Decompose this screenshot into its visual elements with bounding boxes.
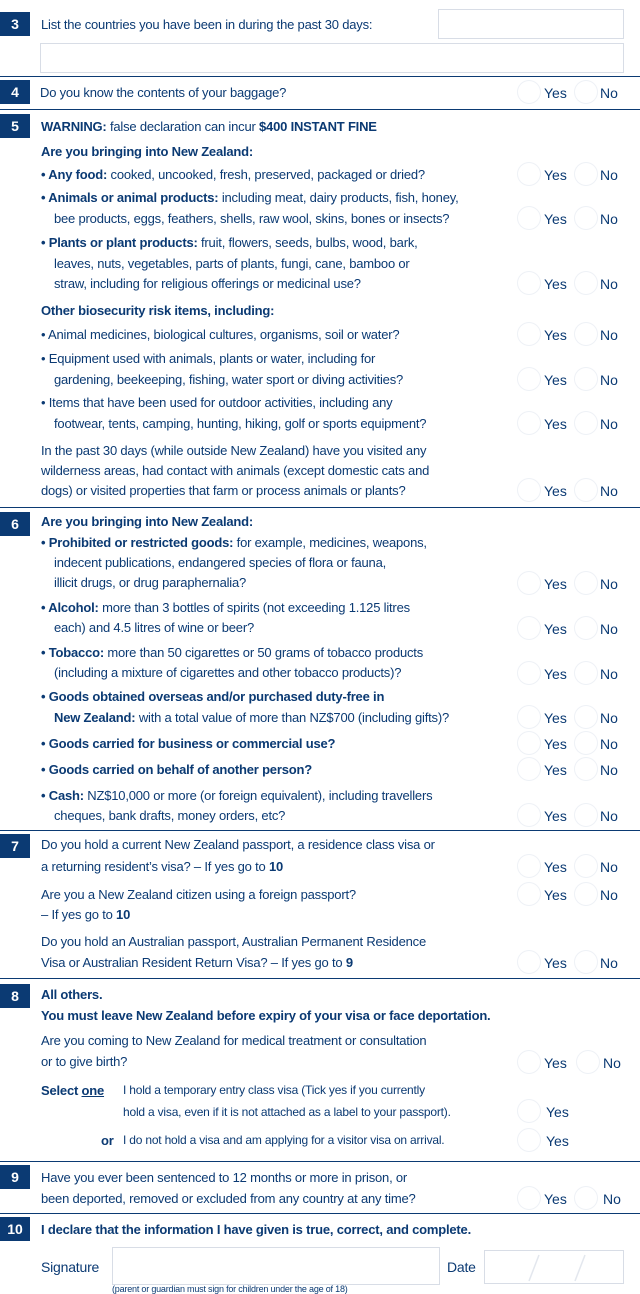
yes-label: Yes [544, 762, 567, 778]
item-text: cooked, uncooked, fresh, preserved, packaged or dried? [107, 167, 425, 182]
item-behalf: • Goods carried on behalf of another person? [41, 762, 312, 777]
section-heading: Are you bringing into New Zealand: [41, 144, 254, 159]
goto-number: 9 [345, 955, 353, 970]
no-checkbox[interactable] [575, 706, 597, 728]
yes-label: Yes [544, 887, 567, 903]
option-text: I hold a temporary entry class visa (Tick yes if you currently [123, 1083, 425, 1097]
select-label [41, 1083, 104, 1098]
countries-field-line2[interactable] [40, 43, 624, 73]
signature-label: Signature [41, 1259, 100, 1275]
yes-checkbox[interactable] [518, 732, 540, 754]
no-label: No [600, 372, 618, 388]
no-label: No [600, 808, 618, 824]
item-prohibited-line2: indecent publications, endangered species of flora or fauna, [54, 555, 387, 570]
item-plants-line3: straw, including for religious offerings or medicinal use? [54, 276, 361, 291]
no-label: No [600, 327, 618, 343]
warning-label: WARNING: [41, 119, 107, 134]
yes-checkbox[interactable] [518, 855, 540, 877]
other-item: • Equipment used with animals, plants or water, including for [41, 351, 376, 366]
yes-label: Yes [546, 1104, 569, 1120]
question-text-line2 [41, 859, 283, 874]
question-number: 7 [0, 834, 30, 858]
goto-text: – If yes go to [41, 907, 117, 922]
goto-number: 10 [116, 907, 131, 922]
section-subheading: You must leave New Zealand before expiry of your visa or face deportation. [41, 1008, 491, 1023]
no-checkbox[interactable] [577, 1051, 599, 1073]
item-bold: New Zealand: [54, 710, 136, 725]
yes-checkbox[interactable] [518, 804, 540, 826]
item-text: fruit, flowers, seeds, bulbs, wood, bark, [197, 235, 418, 250]
item-business: • Goods carried for business or commercial use? [41, 736, 336, 751]
yes-checkbox[interactable] [518, 758, 540, 780]
no-label: No [603, 1055, 621, 1071]
no-checkbox[interactable] [575, 479, 597, 501]
question-number: 8 [0, 984, 30, 1008]
question-text: Are you coming to New Zealand for medical treatment or consultation [41, 1033, 427, 1048]
date-label: Date [447, 1259, 476, 1275]
warning-text: false declaration can incur [106, 119, 260, 134]
other-item: • Items that have been used for outdoor activities, including any [41, 395, 393, 410]
yes-label: Yes [544, 276, 567, 292]
warning-fine: $400 INSTANT FINE [259, 119, 377, 134]
no-checkbox[interactable] [575, 572, 597, 594]
yes-label: Yes [544, 483, 567, 499]
no-checkbox[interactable] [575, 804, 597, 826]
item-text: NZ$10,000 or more (or foreign equivalent), including travellers [83, 788, 433, 803]
divider [0, 978, 640, 979]
goto-text: a returning resident’s visa? – If yes go to [41, 859, 269, 874]
goto-number: 10 [268, 859, 284, 874]
item-text: more than 50 cigarettes or 50 grams of tobacco products [103, 645, 424, 660]
yes-label: Yes [544, 808, 567, 824]
past-30-days-text: In the past 30 days (while outside New Zealand) have you visited any [41, 443, 427, 458]
signature-field[interactable] [112, 1247, 440, 1285]
yes-label: Yes [546, 1133, 569, 1149]
item-cash-line2: cheques, bank drafts, money orders, etc? [54, 808, 286, 823]
question-number: 10 [0, 1217, 30, 1241]
no-checkbox[interactable] [575, 207, 597, 229]
other-item: • Animal medicines, biological cultures, organisms, soil or water? [41, 327, 400, 342]
yes-checkbox[interactable] [518, 706, 540, 728]
item-alcohol [41, 600, 410, 615]
date-field[interactable] [484, 1250, 624, 1284]
item-animals-line2: bee products, eggs, feathers, shells, raw wool, skins, bones or insects? [54, 211, 450, 226]
item-animals [41, 190, 458, 205]
countries-field[interactable] [438, 9, 624, 39]
yes-checkbox[interactable] [518, 617, 540, 639]
divider [0, 1213, 640, 1214]
question-text-line2: or to give birth? [41, 1054, 128, 1069]
question-text: List the countries you have been in during the past 30 days: [41, 17, 373, 32]
item-alcohol-line2: each) and 4.5 litres of wine or beer? [54, 620, 254, 635]
question-text-line2: been deported, removed or excluded from any country at any time? [41, 1191, 416, 1206]
item-text: more than 3 bottles of spirits (not exceeding 1.125 litres [98, 600, 410, 615]
no-checkbox[interactable] [575, 883, 597, 905]
yes-label: Yes [544, 859, 567, 875]
no-checkbox[interactable] [575, 163, 597, 185]
item-prohibited-line3: illicit drugs, or drug paraphernalia? [54, 575, 247, 590]
yes-label: Yes [544, 85, 567, 101]
question-text: Have you ever been sentenced to 12 months or more in prison, or [41, 1170, 408, 1185]
question-text: Do you know the contents of your baggage? [40, 85, 287, 100]
item-text: for example, medicines, weapons, [233, 535, 427, 550]
yes-checkbox[interactable] [518, 662, 540, 684]
no-label: No [600, 211, 618, 227]
yes-checkbox[interactable] [518, 883, 540, 905]
no-checkbox[interactable] [575, 951, 597, 973]
no-checkbox[interactable] [575, 368, 597, 390]
divider [0, 1161, 640, 1162]
yes-label: Yes [544, 736, 567, 752]
question-number: 3 [0, 12, 30, 36]
option-text: I do not hold a visa and am applying for a visitor visa on arrival. [123, 1133, 445, 1147]
no-label: No [600, 955, 618, 971]
no-label: No [600, 416, 618, 432]
question-text: Do you hold a current New Zealand passport, a residence class visa or [41, 837, 435, 852]
no-label: No [603, 1191, 621, 1207]
option-text-line2: hold a visa, even if it is not attached as a label to your passport). [123, 1105, 451, 1119]
question-number: 5 [0, 114, 30, 138]
item-overseas: • Goods obtained overseas and/or purchased duty-free in [41, 689, 385, 704]
yes-checkbox[interactable] [518, 163, 540, 185]
item-bold: • Any food: [41, 167, 108, 182]
item-text: with a total value of more than NZ$700 (including gifts)? [135, 710, 449, 725]
yes-label: Yes [544, 666, 567, 682]
item-tobacco [41, 645, 423, 660]
yes-checkbox[interactable] [518, 479, 540, 501]
other-item-line2: footwear, tents, camping, hunting, hiking, golf or sports equipment? [54, 416, 427, 431]
no-label: No [600, 576, 618, 592]
item-overseas-line2 [54, 710, 449, 725]
date-separators [485, 1251, 623, 1283]
yes-checkbox[interactable] [518, 951, 540, 973]
yes-label: Yes [544, 576, 567, 592]
question-text: Do you hold an Australian passport, Australian Permanent Residence [41, 934, 426, 949]
declaration-text: I declare that the information I have given is true, correct, and complete. [41, 1222, 472, 1237]
divider [0, 507, 640, 508]
item-plants-line2: leaves, nuts, vegetables, parts of plants, fungi, cane, bamboo or [54, 256, 410, 271]
no-checkbox[interactable] [575, 1187, 597, 1209]
no-checkbox[interactable] [575, 81, 597, 103]
yes-checkbox[interactable] [518, 1100, 540, 1122]
item-bold: • Cash: [41, 788, 84, 803]
warning-line [41, 119, 377, 134]
yes-checkbox[interactable] [518, 572, 540, 594]
item-prohibited [41, 535, 427, 550]
no-label: No [600, 710, 618, 726]
no-checkbox[interactable] [575, 732, 597, 754]
yes-checkbox[interactable] [518, 412, 540, 434]
no-label: No [600, 483, 618, 499]
yes-checkbox[interactable] [518, 323, 540, 345]
yes-label: Yes [544, 372, 567, 388]
yes-checkbox[interactable] [518, 1129, 540, 1151]
divider [0, 109, 640, 110]
yes-checkbox[interactable] [518, 1051, 540, 1073]
item-bold: • Tobacco: [41, 645, 104, 660]
goto-text: Visa or Australian Resident Return Visa? – If yes go to [41, 955, 346, 970]
item-bold: • Animals or animal products: [41, 190, 219, 205]
divider [0, 830, 640, 831]
yes-checkbox[interactable] [518, 81, 540, 103]
select-one-text: one [81, 1083, 105, 1098]
yes-label: Yes [544, 416, 567, 432]
question-number: 6 [0, 512, 30, 536]
or-label: or [101, 1133, 114, 1148]
no-label: No [600, 167, 618, 183]
item-cash [41, 788, 432, 803]
no-checkbox[interactable] [575, 758, 597, 780]
yes-label: Yes [544, 955, 567, 971]
question-number: 4 [0, 80, 30, 104]
item-any-food [41, 167, 425, 182]
no-label: No [600, 736, 618, 752]
guardian-note: (parent or guardian must sign for children under the age of 18) [112, 1284, 348, 1294]
yes-checkbox[interactable] [518, 1187, 540, 1209]
no-checkbox[interactable] [575, 662, 597, 684]
yes-checkbox[interactable] [518, 207, 540, 229]
item-plants [41, 235, 418, 250]
yes-label: Yes [544, 1055, 567, 1071]
no-checkbox[interactable] [575, 272, 597, 294]
yes-checkbox[interactable] [518, 368, 540, 390]
no-label: No [600, 621, 618, 637]
past-30-days-text-line3: dogs) or visited properties that farm or process animals or plants? [41, 483, 406, 498]
section-heading: Are you bringing into New Zealand: [41, 514, 254, 529]
no-label: No [600, 859, 618, 875]
item-bold: • Prohibited or restricted goods: [41, 535, 234, 550]
other-heading: Other biosecurity risk items, including: [41, 303, 275, 318]
no-label: No [600, 276, 618, 292]
yes-label: Yes [544, 167, 567, 183]
yes-label: Yes [544, 710, 567, 726]
item-tobacco-line2: (including a mixture of cigarettes and other tobacco products)? [54, 665, 402, 680]
yes-checkbox[interactable] [518, 272, 540, 294]
no-checkbox[interactable] [575, 323, 597, 345]
item-bold: • Plants or plant products: [41, 235, 198, 250]
item-text: including meat, dairy products, fish, honey, [218, 190, 459, 205]
section-heading: All others. [41, 987, 103, 1002]
no-label: No [600, 666, 618, 682]
divider [0, 76, 640, 77]
select-text: Select [41, 1083, 82, 1098]
item-bold: • Alcohol: [41, 600, 99, 615]
other-item-line2: gardening, beekeeping, fishing, water sport or diving activities? [54, 372, 404, 387]
yes-label: Yes [544, 327, 567, 343]
question-text-line2 [41, 955, 353, 970]
no-label: No [600, 85, 618, 101]
question-number: 9 [0, 1165, 30, 1189]
question-text: Are you a New Zealand citizen using a foreign passport? [41, 887, 356, 902]
no-checkbox[interactable] [575, 855, 597, 877]
yes-label: Yes [544, 621, 567, 637]
no-label: No [600, 762, 618, 778]
no-checkbox[interactable] [575, 617, 597, 639]
yes-label: Yes [544, 1191, 567, 1207]
yes-label: Yes [544, 211, 567, 227]
no-checkbox[interactable] [575, 412, 597, 434]
past-30-days-text-line2: wilderness areas, had contact with animals (except domestic cats and [41, 463, 430, 478]
question-text-line2 [41, 907, 130, 922]
no-label: No [600, 887, 618, 903]
